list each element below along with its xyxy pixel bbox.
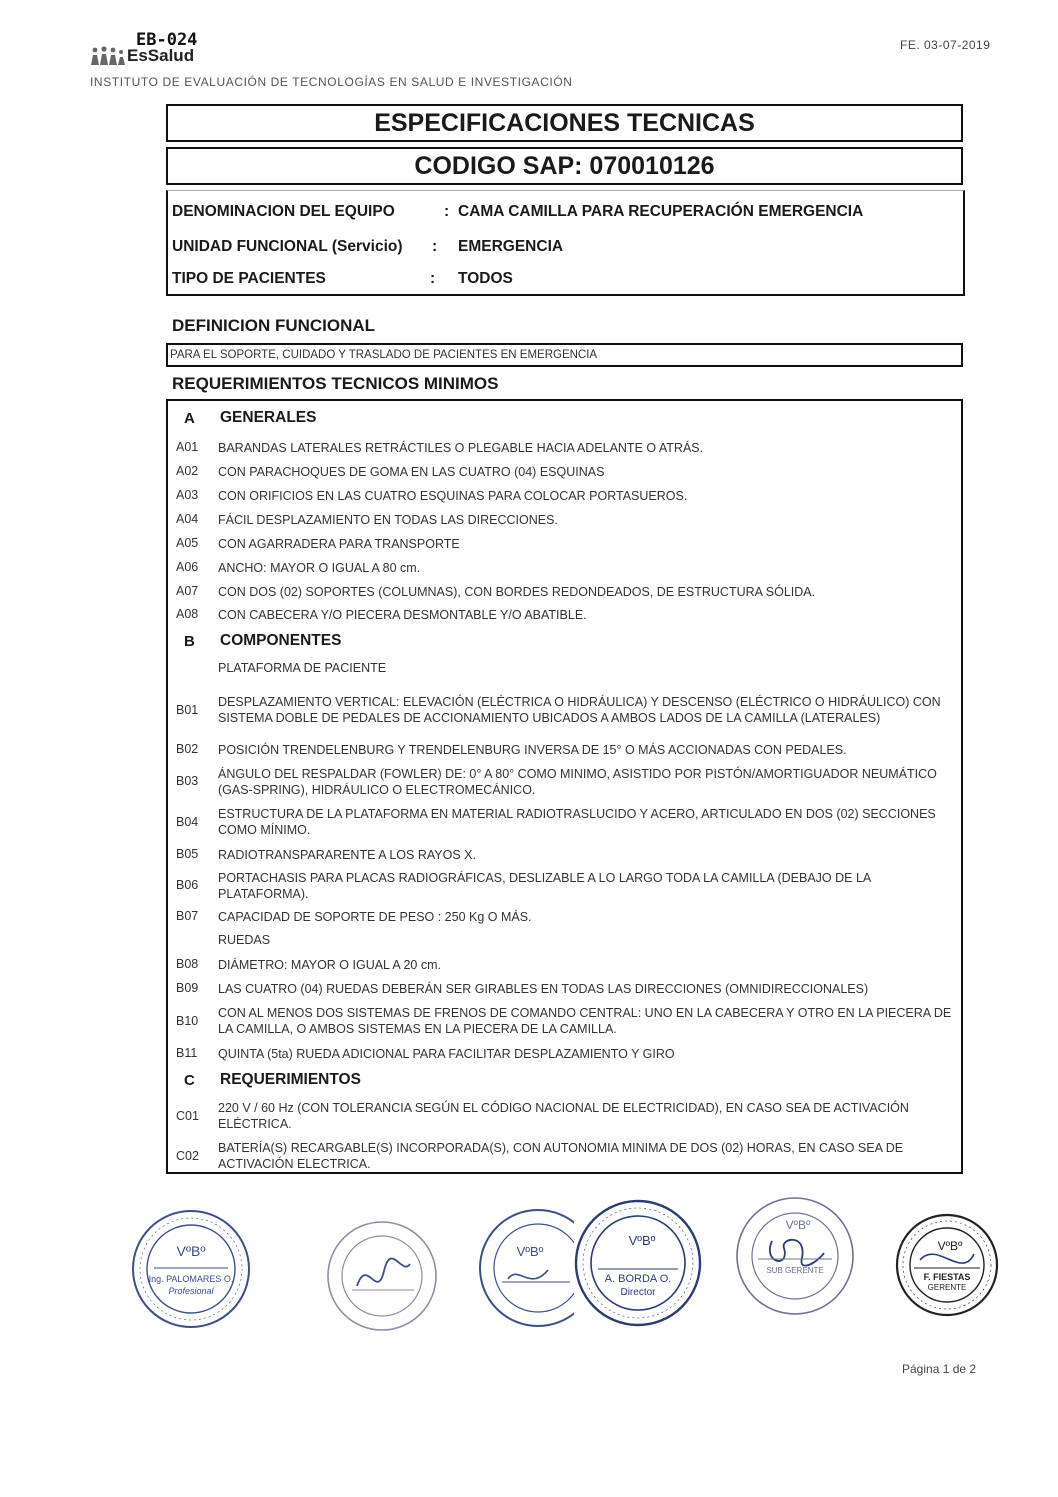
- requirement-code: B11: [176, 1046, 198, 1060]
- info-value: TODOS: [458, 270, 513, 287]
- seal-vb: VºBº: [937, 1239, 963, 1253]
- requerimientos-title: REQUERIMIENTOS TECNICOS MINIMOS: [172, 374, 499, 393]
- people-logo-icon: [90, 46, 126, 66]
- essalud-logo: [90, 46, 194, 66]
- info-label: TIPO DE PACIENTES: [172, 270, 326, 287]
- seal-signature-2: [322, 1216, 442, 1336]
- requirement-text: RADIOTRANSPARARENTE A LOS RAYOS X.: [218, 848, 476, 862]
- requirement-code: B07: [176, 909, 199, 923]
- seal-name: F. FIESTAS: [923, 1272, 971, 1282]
- requirement-text: ANCHO: MAYOR O IGUAL A 80 cm.: [218, 561, 421, 575]
- section-c-name: REQUERIMIENTOS: [220, 1071, 361, 1088]
- definicion-funcional-text: PARA EL SOPORTE, CUIDADO Y TRASLADO DE PACIENTES EN EMERGENCIA: [166, 343, 963, 367]
- logo-text: EsSalud: [127, 46, 195, 65]
- seal-vb: VºBº: [516, 1244, 544, 1259]
- requirement-code: A08: [176, 607, 199, 621]
- seal-name: Ing. PALOMARES O.: [148, 1274, 234, 1284]
- seal-name: A. BORDA O.: [604, 1273, 672, 1285]
- requirement-code: A05: [176, 536, 199, 550]
- requirement-code: B01: [176, 703, 199, 717]
- requirement-text: QUINTA (5ta) RUEDA ADICIONAL PARA FACILITAR DESPLAZAMIENTO Y GIRO: [218, 1047, 675, 1061]
- requirement-code: B04: [176, 815, 199, 829]
- requirement-text: POSICIÓN TRENDELENBURG Y TRENDELENBURG INVERSA DE 15° O MÁS ACCIONADAS CON PEDALES.: [218, 743, 847, 757]
- requirement-code: B03: [176, 774, 199, 788]
- seal-borda: [570, 1195, 706, 1331]
- requirement-text: CON AL MENOS DOS SISTEMAS DE FRENOS DE COMANDO CENTRAL: UNO EN LA CABECERA Y OTRO EN LA PIECERA DE LA CAMILLA, O AMBOS SISTEMAS EN LA PIECERA DE LA CAMILLA.: [218, 1006, 952, 1036]
- requirement-text: CON AGARRADERA PARA TRANSPORTE: [218, 537, 460, 551]
- seal-role: SUB GERENTE: [766, 1266, 824, 1275]
- requirement-code: B05: [176, 847, 199, 861]
- requirement-code: A07: [176, 584, 199, 598]
- requirement-code: C02: [176, 1149, 199, 1163]
- requirement-code: A03: [176, 488, 199, 502]
- requirement-code: B10: [176, 1014, 199, 1028]
- requirement-text: DESPLAZAMIENTO VERTICAL: ELEVACIÓN (ELÉCTRICA O HIDRÁULICA) Y DESCENSO (ELÉCTRICO O HIDRÁULICO) CON SISTEMA DOBLE DE PEDALES DE ACCIONAMIENTO UBICADOS A AMBOS LADOS DE LA CAMILLA (LATERALES): [218, 695, 941, 725]
- main-title: ESPECIFICACIONES TECNICAS: [166, 104, 963, 142]
- definicion-funcional-title: DEFINICION FUNCIONAL: [172, 316, 376, 335]
- requirement-text: PORTACHASIS PARA PLACAS RADIOGRÁFICAS, DESLIZABLE A LO LARGO TODA LA CAMILLA (DEBAJO DE LA PLATAFORMA).: [218, 871, 871, 901]
- requirement-text: CON CABECERA Y/O PIECERA DESMONTABLE Y/O ABATIBLE.: [218, 608, 587, 622]
- seal-subgerente: [732, 1193, 858, 1319]
- seal-vb: VºBº: [785, 1218, 811, 1232]
- subsection-ruedas: RUEDAS: [218, 933, 271, 947]
- requirement-code: A02: [176, 464, 199, 478]
- requirement-code: A01: [176, 440, 199, 454]
- seal-role: Director: [620, 1287, 656, 1298]
- info-colon: :: [444, 203, 450, 220]
- section-c-letter: C: [184, 1072, 195, 1089]
- requirement-text: 220 V / 60 Hz (CON TOLERANCIA SEGÚN EL CÓDIGO NACIONAL DE ELECTRICIDAD), EN CASO SEA DE ACTIVACIÓN ELÉCTRICA.: [218, 1101, 909, 1131]
- seal-vb: VºBº: [628, 1233, 656, 1248]
- requirement-text: FÁCIL DESPLAZAMIENTO EN TODAS LAS DIRECCIONES.: [218, 513, 558, 527]
- requirement-text: LAS CUATRO (04) RUEDAS DEBERÁN SER GIRABLES EN TODAS LAS DIRECCIONES (OMNIDIRECCIONALES): [218, 982, 869, 996]
- seal-vb: VºBº: [176, 1243, 206, 1259]
- requirement-text: CON PARACHOQUES DE GOMA EN LAS CUATRO (04) ESQUINAS: [218, 465, 605, 479]
- section-b-letter: B: [184, 633, 195, 650]
- seal-vb-3: [478, 1204, 574, 1332]
- info-value: EMERGENCIA: [458, 238, 564, 255]
- info-label: UNIDAD FUNCIONAL (Servicio): [172, 238, 403, 255]
- info-colon: :: [430, 270, 436, 287]
- info-label: DENOMINACION DEL EQUIPO: [172, 203, 395, 220]
- seal-palomares: [128, 1206, 254, 1332]
- info-value: CAMA CAMILLA PARA RECUPERACIÓN EMERGENCIA: [458, 203, 864, 220]
- institute-name: INSTITUTO DE EVALUACIÓN DE TECNOLOGÍAS EN SALUD E INVESTIGACIÓN: [90, 75, 573, 89]
- requirement-text: CAPACIDAD DE SOPORTE DE PESO : 250 Kg O MÁS.: [218, 910, 532, 924]
- requirement-code: B09: [176, 981, 199, 995]
- requirement-code: B08: [176, 957, 199, 971]
- requirement-text: CON DOS (02) SOPORTES (COLUMNAS), CON BORDES REDONDEADOS, DE ESTRUCTURA SÓLIDA.: [218, 585, 816, 599]
- seal-role: GERENTE: [927, 1283, 967, 1292]
- document-code: EB-024: [136, 30, 198, 50]
- requirement-text: BARANDAS LATERALES RETRÁCTILES O PLEGABLE HACIA ADELANTE O ATRÁS.: [218, 441, 704, 455]
- requirement-code: B06: [176, 878, 199, 892]
- document-date: FE. 03-07-2019: [900, 38, 991, 52]
- requirement-text: DIÁMETRO: MAYOR O IGUAL A 20 cm.: [218, 958, 441, 972]
- section-b-name: COMPONENTES: [220, 632, 342, 649]
- seal-fiestas: [892, 1210, 1002, 1320]
- page-number: Página 1 de 2: [902, 1362, 977, 1376]
- requirement-code: A06: [176, 560, 199, 574]
- requirement-text: CON ORIFICIOS EN LAS CUATRO ESQUINAS PARA COLOCAR PORTASUEROS.: [218, 489, 688, 503]
- equipment-info-box: [166, 190, 965, 296]
- section-a-name: GENERALES: [220, 409, 317, 426]
- section-a-letter: A: [184, 410, 195, 427]
- subsection-plataforma: PLATAFORMA DE PACIENTE: [218, 661, 387, 675]
- requirement-text: ESTRUCTURA DE LA PLATAFORMA EN MATERIAL RADIOTRASLUCIDO Y ACERO, ARTICULADO EN DOS (02) SECCIONES COMO MÍNIMO.: [218, 807, 936, 837]
- sap-code-title: CODIGO SAP: 070010126: [166, 147, 963, 185]
- requirement-text: ÁNGULO DEL RESPALDAR (FOWLER) DE: 0° A 80° COMO MINIMO, ASISTIDO POR PISTÓN/AMORTIGUADOR NEUMÁTICO (GAS-SPRING), HIDRÁULICO O ELECTROMECÁNICO.: [218, 767, 937, 797]
- requirement-code: B02: [176, 742, 199, 756]
- requirement-code: C01: [176, 1109, 199, 1123]
- info-colon: :: [432, 238, 438, 255]
- requirement-code: A04: [176, 512, 199, 526]
- requirement-text: BATERÍA(S) RECARGABLE(S) INCORPORADA(S), CON AUTONOMIA MINIMA DE DOS (02) HORAS, EN CASO SEA DE ACTIVACIÓN ELECTRICA.: [218, 1141, 904, 1171]
- seal-role: Profesional: [168, 1286, 214, 1296]
